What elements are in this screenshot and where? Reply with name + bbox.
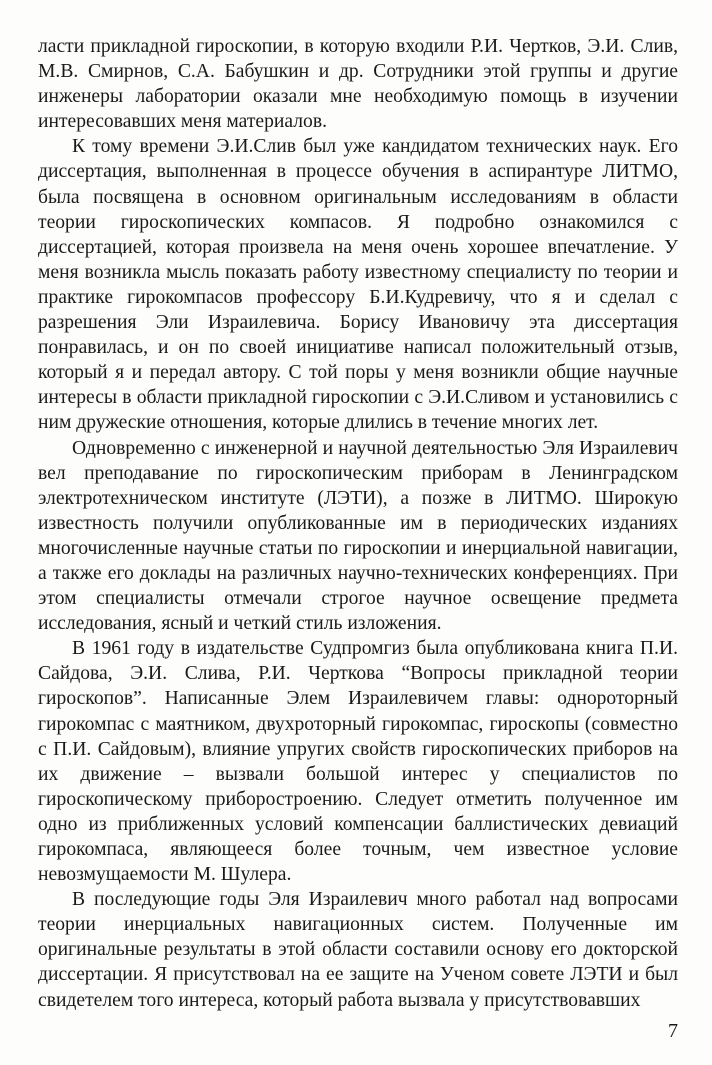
paragraph-dissertation: К тому времени Э.И.Слив был уже кандидатом технических наук. Его диссертация, выполненная в процессе обучения в аспирантуре ЛИТМО, была посвящена в основном оригинальным исследованиям в области теории гироскопических компасов. Я подробно ознакомился с диссертацией, которая произвела на меня очень хорошее впечатление. У меня возникла мысль показать работу известному специалисту по теории и практике гирокомпасов профессору Б.И.Кудревичу, что я и сделал с разрешения Эли Израилевича. Борису Ивановичу эта диссертация понравилась, и он по своей инициативе написал положительный отзыв, который я и передал автору. С той поры у меня возникли общие научные интересы в области прикладной гироскопии с Э.И.Сливом и установились с ним дружеские отношения, которые длились в течение многих лет.: [38, 136, 678, 434]
page-number: 7: [668, 1020, 678, 1042]
paragraph-continuation: ласти прикладной гироскопии, в которую входили Р.И. Чертков, Э.И. Слив, М.В. Смирнов, С.А. Бабушкин и др. Сотрудники этой группы и другие инженеры лаборатории оказали мне необходимую помощь в изучении интересовавших меня материалов.: [38, 36, 678, 133]
paragraph-book-1961: В 1961 году в издательстве Судпромгиз была опубликована книга П.И. Сайдова, Э.И. Слива, Р.И. Черткова “Вопросы прикладной теории гироскопов”. Написанные Элем Израилевичем главы: однороторный гирокомпас с маятником, двухроторный гирокомпас, гироскопы (совместно с П.И. Сайдовым), влияние упругих свойств гироскопических приборов на их движение – вызвали большой интерес у специалистов по гироскопическому приборостроению. Следует отметить полученное им одно из приближенных условий компенсации баллистических девиаций гирокомпаса, являющееся более точным, чем известное условие невозмущаемости М. Шулера.: [38, 638, 678, 886]
paragraph-teaching: Одновременно с инженерной и научной деятельностью Эля Израилевич вел преподавание по гироскопическим приборам в Ленинградском электротехническом институте (ЛЭТИ), а позже в ЛИТМО. Широкую известность получили опубликованные им в периодических изданиях многочисленные научные статьи по гироскопии и инерциальной навигации, а также его доклады на различных научно-технических конференциях. При этом специалисты отмечали строгое научное освещение предмета исследования, ясный и четкий стиль изложения.: [38, 437, 678, 635]
paragraph-inertial-navigation: В последующие годы Эля Израилевич много работал над вопросами теории инерциальных навигационных систем. Полученные им оригинальные результаты в этой области составили основу его докторской диссертации. Я присутствовал на ее защите на Ученом совете ЛЭТИ и был свидетелем того интереса, который работа вызвала у присутствовавших: [38, 889, 678, 1011]
body-text: [38, 34, 678, 1013]
